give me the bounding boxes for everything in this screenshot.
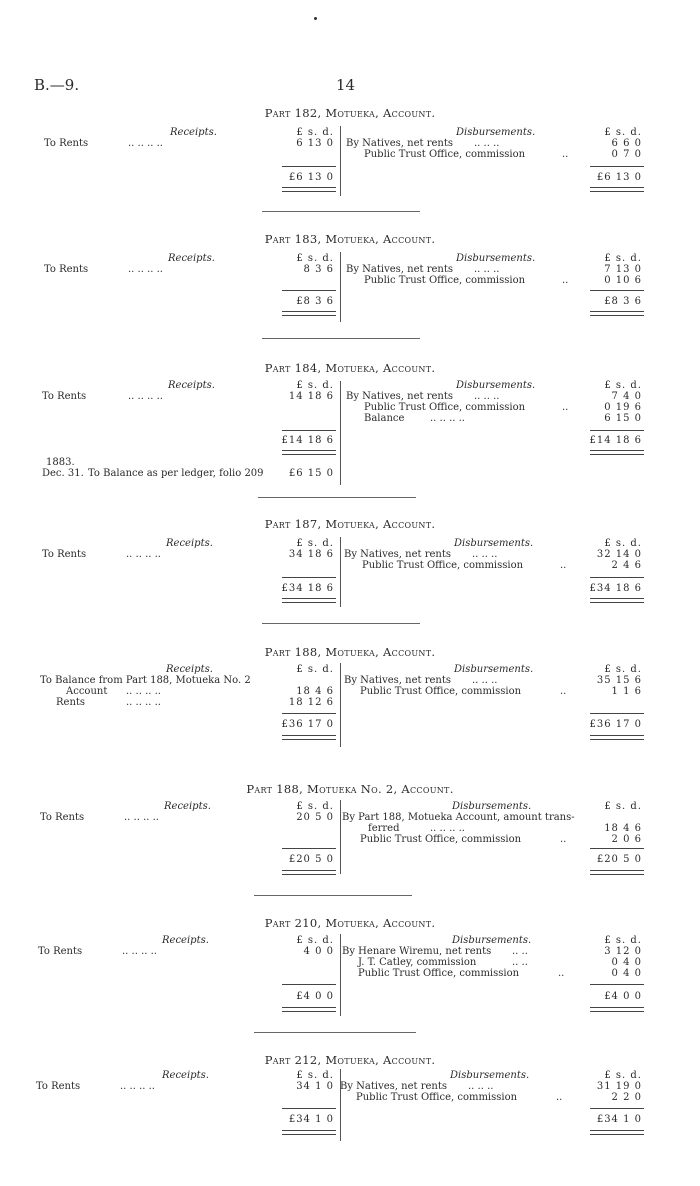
dot-leaders: .. .. bbox=[512, 957, 528, 968]
receipt-label: To Rents bbox=[44, 138, 89, 149]
disbursement-label: By Part 188, Motueka Account, amount trans- bbox=[342, 812, 575, 823]
receipts-heading: Receipts. bbox=[164, 801, 211, 812]
subtotal-rule bbox=[282, 430, 336, 431]
total-double-rule bbox=[590, 735, 644, 740]
disbursement-amount: 6 15 0 bbox=[604, 413, 642, 424]
total-double-rule bbox=[590, 311, 644, 316]
total-double-rule bbox=[590, 1007, 644, 1012]
disbursements-heading: Disbursements. bbox=[452, 935, 532, 946]
total-double-rule bbox=[590, 450, 644, 455]
disbursement-label: Public Trust Office, commission bbox=[356, 1092, 518, 1103]
receipts-heading: Receipts. bbox=[170, 127, 217, 138]
total-disbursements: £8 3 6 bbox=[604, 296, 642, 307]
receipt-label: To Balance from Part 188, Motueka No. 2 bbox=[40, 675, 251, 686]
disbursements-heading: Disbursements. bbox=[452, 801, 532, 812]
total-double-rule bbox=[282, 735, 336, 740]
currency-heading: £ s. d. bbox=[604, 253, 642, 264]
total-double-rule bbox=[282, 1130, 336, 1135]
disbursement-label: Public Trust Office, commission bbox=[358, 968, 520, 979]
disbursement-amount: 2 2 0 bbox=[611, 1092, 642, 1103]
total-disbursements: £34 1 0 bbox=[596, 1114, 642, 1125]
dot-leaders: .. .. .. bbox=[474, 391, 500, 402]
subtotal-rule bbox=[282, 577, 336, 578]
disbursement-amount: 3 12 0 bbox=[604, 946, 642, 957]
dot-leaders: .. bbox=[562, 402, 569, 413]
dot-leaders: .. .. .. .. bbox=[126, 686, 161, 697]
disbursement-amount: 32 14 0 bbox=[596, 549, 642, 560]
currency-heading: £ s. d. bbox=[296, 664, 334, 675]
subtotal-rule bbox=[590, 430, 644, 431]
total-double-rule bbox=[282, 598, 336, 603]
total-receipts: £34 18 6 bbox=[281, 583, 334, 594]
currency-heading: £ s. d. bbox=[604, 935, 642, 946]
receipt-label: To Rents bbox=[36, 1081, 81, 1092]
dot-leaders: .. bbox=[562, 149, 569, 160]
disbursement-amount: 7 13 0 bbox=[604, 264, 642, 275]
receipt-amount: 18 12 6 bbox=[288, 697, 334, 708]
total-receipts: £20 5 0 bbox=[288, 854, 334, 865]
disbursement-amount: 18 4 6 bbox=[604, 823, 642, 834]
total-receipts: £36 17 0 bbox=[281, 719, 334, 730]
disbursement-label: Public Trust Office, commission bbox=[360, 834, 522, 845]
subtotal-rule bbox=[282, 984, 336, 985]
total-receipts: £14 18 6 bbox=[281, 435, 334, 446]
section-separator bbox=[254, 1032, 416, 1033]
section-separator bbox=[262, 211, 420, 212]
section-separator bbox=[254, 895, 412, 896]
receipt-amount: 6 13 0 bbox=[296, 138, 334, 149]
subtotal-rule bbox=[590, 577, 644, 578]
receipt-label: To Rents bbox=[44, 264, 89, 275]
subtotal-rule bbox=[282, 713, 336, 714]
disbursement-label: By Natives, net rents bbox=[344, 675, 452, 686]
total-receipts: £34 1 0 bbox=[288, 1114, 334, 1125]
subtotal-rule bbox=[282, 166, 336, 167]
total-double-rule bbox=[590, 598, 644, 603]
account-part-183 bbox=[0, 234, 700, 324]
dot-leaders: .. .. .. .. bbox=[128, 391, 163, 402]
total-double-rule bbox=[282, 450, 336, 455]
disbursement-label: Balance bbox=[364, 413, 405, 424]
receipt-amount: 14 18 6 bbox=[288, 391, 334, 402]
total-disbursements: £36 17 0 bbox=[589, 719, 642, 730]
total-disbursements: £4 0 0 bbox=[604, 991, 642, 1002]
disbursement-amount: 6 6 0 bbox=[611, 138, 642, 149]
total-double-rule bbox=[282, 870, 336, 875]
dot-leaders: .. .. .. .. bbox=[126, 549, 161, 560]
receipt-label: Account bbox=[66, 686, 108, 697]
subtotal-rule bbox=[590, 1108, 644, 1109]
disbursement-amount: 31 19 0 bbox=[596, 1081, 642, 1092]
receipt-amount: 20 5 0 bbox=[296, 812, 334, 823]
total-receipts: £6 13 0 bbox=[288, 172, 334, 183]
receipt-amount: 4 0 0 bbox=[303, 946, 334, 957]
currency-heading: £ s. d. bbox=[296, 801, 334, 812]
dot-leaders: .. bbox=[556, 1092, 563, 1103]
dot-leaders: .. .. .. .. bbox=[122, 946, 157, 957]
total-double-rule bbox=[282, 187, 336, 192]
receipts-heading: Receipts. bbox=[162, 1070, 209, 1081]
receipts-heading: Receipts. bbox=[166, 538, 213, 549]
dot-leaders: .. .. .. .. bbox=[430, 823, 465, 834]
dot-leaders: .. .. .. bbox=[472, 675, 498, 686]
currency-heading: £ s. d. bbox=[296, 538, 334, 549]
column-divider bbox=[340, 126, 341, 196]
total-disbursements: £6 13 0 bbox=[596, 172, 642, 183]
receipt-amount: 18 4 6 bbox=[296, 686, 334, 697]
receipts-heading: Receipts. bbox=[162, 935, 209, 946]
dot-leaders: .. .. .. .. bbox=[128, 264, 163, 275]
disbursements-heading: Disbursements. bbox=[456, 380, 536, 391]
disbursement-label: By Natives, net rents bbox=[346, 138, 454, 149]
subtotal-rule bbox=[590, 166, 644, 167]
page-number: 14 bbox=[336, 76, 356, 94]
receipt-label: Rents bbox=[56, 697, 86, 708]
total-double-rule bbox=[282, 311, 336, 316]
speck bbox=[314, 17, 317, 20]
total-double-rule bbox=[590, 1130, 644, 1135]
total-disbursements: £34 18 6 bbox=[589, 583, 642, 594]
receipt-label: To Rents bbox=[40, 812, 85, 823]
disbursement-amount: 2 0 6 bbox=[611, 834, 642, 845]
account-title: Part 188, Motueka No. 2, Account. bbox=[246, 782, 454, 796]
dot-leaders: .. .. .. .. bbox=[430, 413, 465, 424]
subtotal-rule bbox=[590, 984, 644, 985]
carry-year: 1883. bbox=[46, 457, 75, 468]
currency-heading: £ s. d. bbox=[604, 1070, 642, 1081]
subtotal-rule bbox=[282, 1108, 336, 1109]
dot-leaders: .. bbox=[560, 686, 567, 697]
disbursement-label: Public Trust Office, commission bbox=[360, 686, 522, 697]
subtotal-rule bbox=[282, 290, 336, 291]
disbursement-amount: 0 4 0 bbox=[611, 957, 642, 968]
receipts-heading: Receipts. bbox=[168, 380, 215, 391]
currency-heading: £ s. d. bbox=[604, 801, 642, 812]
account-part-188 bbox=[0, 647, 700, 747]
account-title: Part 212, Motueka, Account. bbox=[264, 1053, 436, 1067]
account-part-210 bbox=[0, 918, 700, 1018]
receipt-label: To Rents bbox=[42, 391, 87, 402]
disbursement-amount: 2 4 6 bbox=[611, 560, 642, 571]
dot-leaders: .. .. .. .. bbox=[120, 1081, 155, 1092]
disbursement-amount: 7 4 0 bbox=[611, 391, 642, 402]
currency-heading: £ s. d. bbox=[296, 253, 334, 264]
carry-date: Dec. 31. bbox=[42, 468, 84, 479]
column-divider bbox=[340, 1069, 341, 1141]
total-receipts: £8 3 6 bbox=[296, 296, 334, 307]
dot-leaders: .. .. .. bbox=[474, 138, 500, 149]
disbursement-amount: 35 15 6 bbox=[596, 675, 642, 686]
disbursement-label: By Henare Wiremu, net rents bbox=[342, 946, 492, 957]
disbursements-heading: Disbursements. bbox=[456, 127, 536, 138]
disbursement-amount: 1 1 6 bbox=[611, 686, 642, 697]
account-title: Part 183, Motueka, Account. bbox=[264, 232, 436, 246]
total-disbursements: £20 5 0 bbox=[596, 854, 642, 865]
section-separator bbox=[258, 497, 416, 498]
receipt-amount: 34 1 0 bbox=[296, 1081, 334, 1092]
receipt-amount: 34 18 6 bbox=[288, 549, 334, 560]
receipt-label: To Rents bbox=[42, 549, 87, 560]
disbursement-label: Public Trust Office, commission bbox=[364, 275, 526, 286]
receipt-amount: 8 3 6 bbox=[303, 264, 334, 275]
dot-leaders: .. .. .. bbox=[474, 264, 500, 275]
subtotal-rule bbox=[590, 848, 644, 849]
currency-heading: £ s. d. bbox=[296, 127, 334, 138]
disbursements-heading: Disbursements. bbox=[454, 538, 534, 549]
dot-leaders: .. bbox=[560, 560, 567, 571]
disbursement-label: Public Trust Office, commission bbox=[362, 560, 524, 571]
account-title: Part 210, Motueka, Account. bbox=[264, 916, 436, 930]
currency-heading: £ s. d. bbox=[604, 127, 642, 138]
disbursement-label: ferred bbox=[368, 823, 400, 834]
currency-heading: £ s. d. bbox=[604, 538, 642, 549]
total-disbursements: £14 18 6 bbox=[589, 435, 642, 446]
disbursement-label: J. T. Catley, commission bbox=[358, 957, 477, 968]
currency-heading: £ s. d. bbox=[296, 380, 334, 391]
column-divider bbox=[340, 934, 341, 1016]
dot-leaders: .. .. .. .. bbox=[124, 812, 159, 823]
disbursement-amount: 0 19 6 bbox=[604, 402, 642, 413]
account-title: Part 182, Motueka, Account. bbox=[264, 106, 436, 120]
column-divider bbox=[340, 381, 341, 485]
account-title: Part 187, Motueka, Account. bbox=[264, 517, 436, 531]
disbursement-amount: 0 10 6 bbox=[604, 275, 642, 286]
disbursement-label: By Natives, net rents bbox=[346, 391, 454, 402]
disbursements-heading: Disbursements. bbox=[450, 1070, 530, 1081]
carry-label: To Balance as per ledger, folio 209 bbox=[88, 468, 264, 479]
section-separator bbox=[262, 338, 420, 339]
disbursement-label: By Natives, net rents bbox=[344, 549, 452, 560]
account-title: Part 184, Motueka, Account. bbox=[264, 361, 436, 375]
currency-heading: £ s. d. bbox=[604, 380, 642, 391]
account-part-182 bbox=[0, 108, 700, 198]
dot-leaders: .. .. .. .. bbox=[126, 697, 161, 708]
dot-leaders: .. .. .. bbox=[468, 1081, 494, 1092]
subtotal-rule bbox=[590, 713, 644, 714]
total-double-rule bbox=[590, 870, 644, 875]
receipts-heading: Receipts. bbox=[166, 664, 213, 675]
disbursement-amount: 0 7 0 bbox=[611, 149, 642, 160]
disbursement-label: By Natives, net rents bbox=[340, 1081, 448, 1092]
dot-leaders: .. bbox=[558, 968, 565, 979]
account-title: Part 188, Motueka, Account. bbox=[264, 645, 436, 659]
disbursements-heading: Disbursements. bbox=[456, 253, 536, 264]
column-divider bbox=[340, 663, 341, 747]
subtotal-rule bbox=[590, 290, 644, 291]
account-part-184 bbox=[0, 363, 700, 493]
disbursement-label: Public Trust Office, commission bbox=[364, 149, 526, 160]
disbursement-label: Public Trust Office, commission bbox=[364, 402, 526, 413]
dot-leaders: .. .. .. .. bbox=[128, 138, 163, 149]
carry-amount: £6 15 0 bbox=[288, 468, 334, 479]
subtotal-rule bbox=[282, 848, 336, 849]
currency-heading: £ s. d. bbox=[296, 1070, 334, 1081]
account-part-188-no-2 bbox=[0, 784, 700, 874]
column-divider bbox=[340, 800, 341, 874]
section-separator bbox=[262, 623, 420, 624]
dot-leaders: .. .. bbox=[512, 946, 528, 957]
account-part-212 bbox=[0, 1055, 700, 1145]
account-part-187 bbox=[0, 519, 700, 609]
currency-heading: £ s. d. bbox=[604, 664, 642, 675]
column-divider bbox=[340, 537, 341, 607]
receipt-label: To Rents bbox=[38, 946, 83, 957]
dot-leaders: .. bbox=[560, 834, 567, 845]
total-receipts: £4 0 0 bbox=[296, 991, 334, 1002]
dot-leaders: .. bbox=[562, 275, 569, 286]
total-double-rule bbox=[590, 187, 644, 192]
series-label: B.—9. bbox=[34, 76, 80, 94]
disbursements-heading: Disbursements. bbox=[454, 664, 534, 675]
column-divider bbox=[340, 252, 341, 322]
dot-leaders: .. .. .. bbox=[472, 549, 498, 560]
currency-heading: £ s. d. bbox=[296, 935, 334, 946]
disbursement-label: By Natives, net rents bbox=[346, 264, 454, 275]
disbursement-amount: 0 4 0 bbox=[611, 968, 642, 979]
receipts-heading: Receipts. bbox=[168, 253, 215, 264]
total-double-rule bbox=[282, 1007, 336, 1012]
